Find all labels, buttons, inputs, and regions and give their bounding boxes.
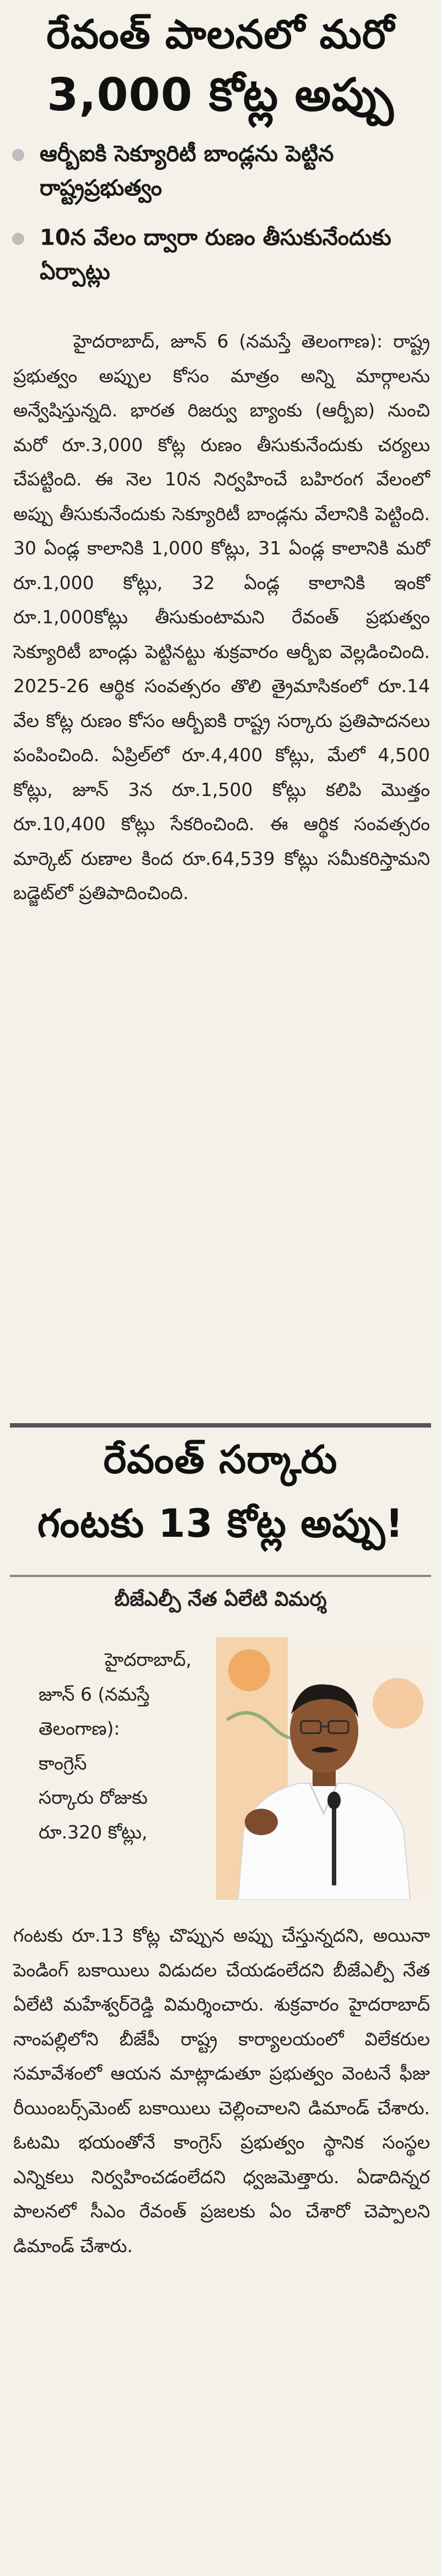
headline-divider	[10, 1575, 431, 1577]
story2-body: గంటకు రూ.13 కోట్ల చొప్పున అప్పు చేస్తున్నదని, అయినా పెండింగ్ బకాయిలు విడుదల చేయడంలేదని బీజేఎల్పీ నేత ఏలేటి మహేశ్వర్‌రెడ్డి విమర్శించారు. శుక్రవారం హైదరాబాద్ నాంపల్లిలోని బీజేపీ రాష్ట్ర కార్యాలయంలో విలేకరుల సమావేశంలో ఆయన మాట్లాడుతూ ప్రభుత్వం వెంటనే ఫీజు రీయింబర్స్‌మెంట్ బకాయిలు చెల్లించాలని డిమాండ్ చేశారు. ఓటమి భయంతోనే కాంగ్రెస్ ప్రభుత్వం స్థానిక సంస్థల ఎన్నికలు నిర్వహించడంలేదని ధ్వజమెత్తారు. ఏడాదిన్నర పాలనలో సీఎం రేవంత్ ప్రజలకు ఏం చేశారో చెప్పాలని డిమాండ్ చేశారు.	[13, 1925, 430, 2257]
portrait-image	[216, 1637, 430, 1900]
story2-headline-line2: గంటకు 13 కోట్ల అప్పు!	[37, 1501, 404, 1546]
story2-body-line: హైదరాబాద్,	[105, 1649, 192, 1670]
story1-bullet-2	[12, 221, 431, 289]
bullet-dot-icon	[12, 233, 24, 245]
story2-headline-line1: రేవంత్ సర్కారు	[103, 1437, 338, 1482]
story1-bullet-1-text: ఆర్బీఐకి సెక్యూరిటీ బాండ్లను పెట్టిన రాష్ట్రప్రభుత్వం	[40, 141, 334, 201]
story1-headline-line2: 3,000 కోట్ల అప్పు	[47, 69, 394, 121]
politician-photo	[216, 1637, 430, 1900]
story2-body-line: సర్కారు రోజుకు	[39, 1787, 148, 1808]
story2-body-line: తెలంగాణ):	[39, 1718, 120, 1739]
bullet-dot-icon	[12, 149, 24, 161]
story1-body: హైదరాబాద్, జూన్ 6 (నమస్తే తెలంగాణ): రాష్ట్ర ప్రభుత్వం అప్పుల కోసం మాత్రం అన్ని మార్గాలను అన్వేషిస్తున్నది. భారత రిజర్వు బ్యాంకు (ఆర్బీఐ) నుంచి మరో రూ.3,000 కోట్ల రుణం తీసుకునేందుకు చర్యలు చేపట్టింది. ఈ నెల 10న నిర్వహించే బహిరంగ వేలంలో అప్పు తీసుకునేందుకు సెక్యూరిటీ బాండ్లను వేలానికి పెట్టింది. 30 ఏండ్ల కాలానికి 1,000 కోట్లు, 31 ఏండ్ల కాలానికి మరో రూ.1,000 కోట్లు, 32 ఏండ్ల కాలానికి ఇంకో రూ.1,000కోట్లు తీసుకుంటామని రేవంత్ ప్రభుత్వం సెక్యూరిటీ బాండ్లు పెట్టినట్టు శుక్రవారం ఆర్బీఐ వెల్లడించింది. 2025-26 ఆర్థిక సంవత్సరం తొలి త్రైమాసికంలో రూ.14 వేల కోట్ల రుణం కోసం ఆర్బీఐకి రాష్ట్ర సర్కారు ప్రతిపాదనలు పంపించింది. ఏప్రిల్‌లో రూ.4,400 కోట్లు, మేలో 4,500 కోట్లు, జూన్ 3న రూ.1,500 కోట్లు కలిపి మొత్తం రూ.10,400 కోట్లు సేకరించింది. ఈ ఆర్థిక సంవత్సరం మార్కెట్ రుణాల కింద రూ.64,539 కోట్లు సమీకరిస్తామని బడ్జెట్‌లో ప్రతిపాదించింది.	[13, 330, 430, 904]
story-divider	[10, 1423, 431, 1428]
story2-body-line: జూన్ 6 (నమస్తే	[39, 1683, 150, 1705]
story2-body-line: రూ.320 కోట్లు,	[39, 1821, 148, 1843]
story2-body-line: కాంగ్రెస్	[39, 1752, 87, 1774]
story1-headline-line1: రేవంత్ పాలనలో మరో	[46, 11, 395, 57]
story2-byline: బీజేఎల్పీ నేత ఏలేటి విమర్శ	[114, 1588, 327, 1611]
story1-bullet-2-text: 10న వేలం ద్వారా రుణం తీసుకునేందుకు ఏర్పాట్లు	[40, 225, 391, 285]
story2-body-top	[39, 1643, 209, 1850]
story1-bullet-1	[12, 137, 431, 205]
